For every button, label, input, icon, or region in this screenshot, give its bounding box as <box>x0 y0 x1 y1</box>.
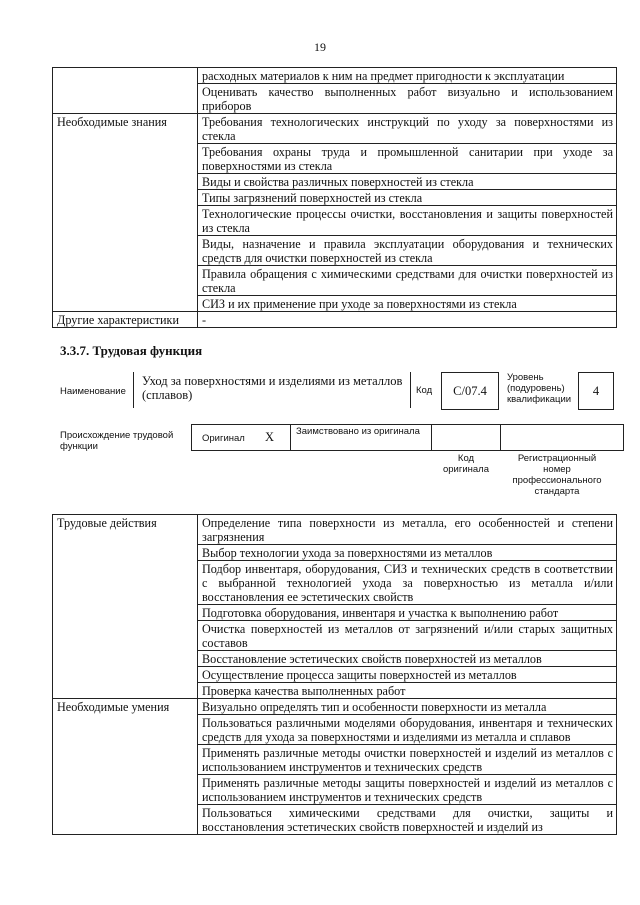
page-number: 19 <box>314 40 326 54</box>
name-label: Наименование <box>60 386 126 397</box>
table-cell: Правила обращения с химическими средствами для очистки поверхностей из стекла <box>198 266 617 296</box>
table-row <box>53 68 617 84</box>
original-mark: X <box>265 430 275 444</box>
table-cell: Определение типа поверхности из металла, его особенностей и степени загрязнения <box>198 515 617 545</box>
table-row <box>53 312 617 328</box>
table-cell: Проверка качества выполненных работ <box>198 683 617 699</box>
table-cell: Очистка поверхностей из металлов от загрязнений и/или старых защитных составов <box>198 621 617 651</box>
knowledge-table <box>52 67 617 328</box>
level-value: 4 <box>578 372 614 410</box>
divider <box>500 424 501 451</box>
name-value: Уход за поверхностями и изделиями из металлов (сплавов) <box>133 372 411 408</box>
table-cell: Виды, назначение и правила эксплуатации оборудования и технических средств для очистки поверхностей из стекла <box>198 236 617 266</box>
table-cell: Осуществление процесса защиты поверхностей из металлов <box>198 667 617 683</box>
table-row <box>53 515 617 545</box>
table-cell: Пользоваться различными моделями оборудования, инвентаря и технических средств для ухода за поверхностями и изделиями из металла и сплавов <box>198 715 617 745</box>
table-cell: Применять различные методы очистки поверхностей и изделий из металлов с использованием инструментов и технических средств <box>198 745 617 775</box>
original-label: Оригинал <box>202 433 245 444</box>
table-cell: - <box>198 312 617 328</box>
table-cell: Виды и свойства различных поверхностей из стекла <box>198 174 617 190</box>
table-cell: Оценивать качество выполненных работ визуально и использованием приборов <box>198 84 617 114</box>
code-label: Код <box>416 385 433 396</box>
table-cell: Требования охраны труда и промышленной санитарии при уходе за поверхностями из стекла <box>198 144 617 174</box>
table-cell: Визуально определять тип и особенности поверхности из металла <box>198 699 617 715</box>
divider <box>290 424 291 451</box>
code-value: C/07.4 <box>441 372 499 410</box>
table-cell: Пользоваться химическими средствами для очистки, защиты и восстановления эстетических свойств поверхностей и изделий из <box>198 805 617 835</box>
row-label: Необходимые знания <box>53 114 198 312</box>
table-cell: Подготовка оборудования, инвентаря и участка к выполнению работ <box>198 605 617 621</box>
table-cell: Восстановление эстетических свойств поверхностей из металлов <box>198 651 617 667</box>
table-row <box>53 114 617 144</box>
origin-label: Происхождение трудовой функции <box>60 430 174 452</box>
table-cell: Требования технологических инструкций по уходу за поверхностями из стекла <box>198 114 617 144</box>
row-label: Необходимые умения <box>53 699 198 835</box>
row-label <box>53 68 198 114</box>
divider <box>431 424 432 451</box>
table-cell: Применять различные методы защиты поверхностей и изделий из металлов с использованием инструментов и технических средств <box>198 775 617 805</box>
code-original-label: Код оригинала <box>442 453 489 475</box>
section-title: 3.3.7. Трудовая функция <box>60 343 203 358</box>
actions-skills-table <box>52 514 617 835</box>
table-cell: СИЗ и их применение при уходе за поверхностями из стекла <box>198 296 617 312</box>
table-cell: Подбор инвентаря, оборудования, СИЗ и технических средств в соответствии с выбранной технологией ухода за поверхностью из металла и/или восстановления ее эстетических свойств <box>198 561 617 605</box>
table-cell: Технологические процессы очистки, восстановления и защиты поверхностей из стекла <box>198 206 617 236</box>
table-cell: Типы загрязнений поверхностей из стекла <box>198 190 617 206</box>
borrowed-label: Заимствовано из оригинала <box>296 426 420 437</box>
reg-number-label: Регистрационный номер профессионального стандарта <box>512 453 602 497</box>
row-label: Другие характеристики <box>53 312 198 328</box>
table-row <box>53 699 617 715</box>
table-cell: расходных материалов к ним на предмет пригодности к эксплуатации <box>198 68 617 84</box>
row-label: Трудовые действия <box>53 515 198 699</box>
level-label: Уровень (подуровень) квалификации <box>507 372 572 405</box>
table-cell: Выбор технологии ухода за поверхностями из металлов <box>198 545 617 561</box>
